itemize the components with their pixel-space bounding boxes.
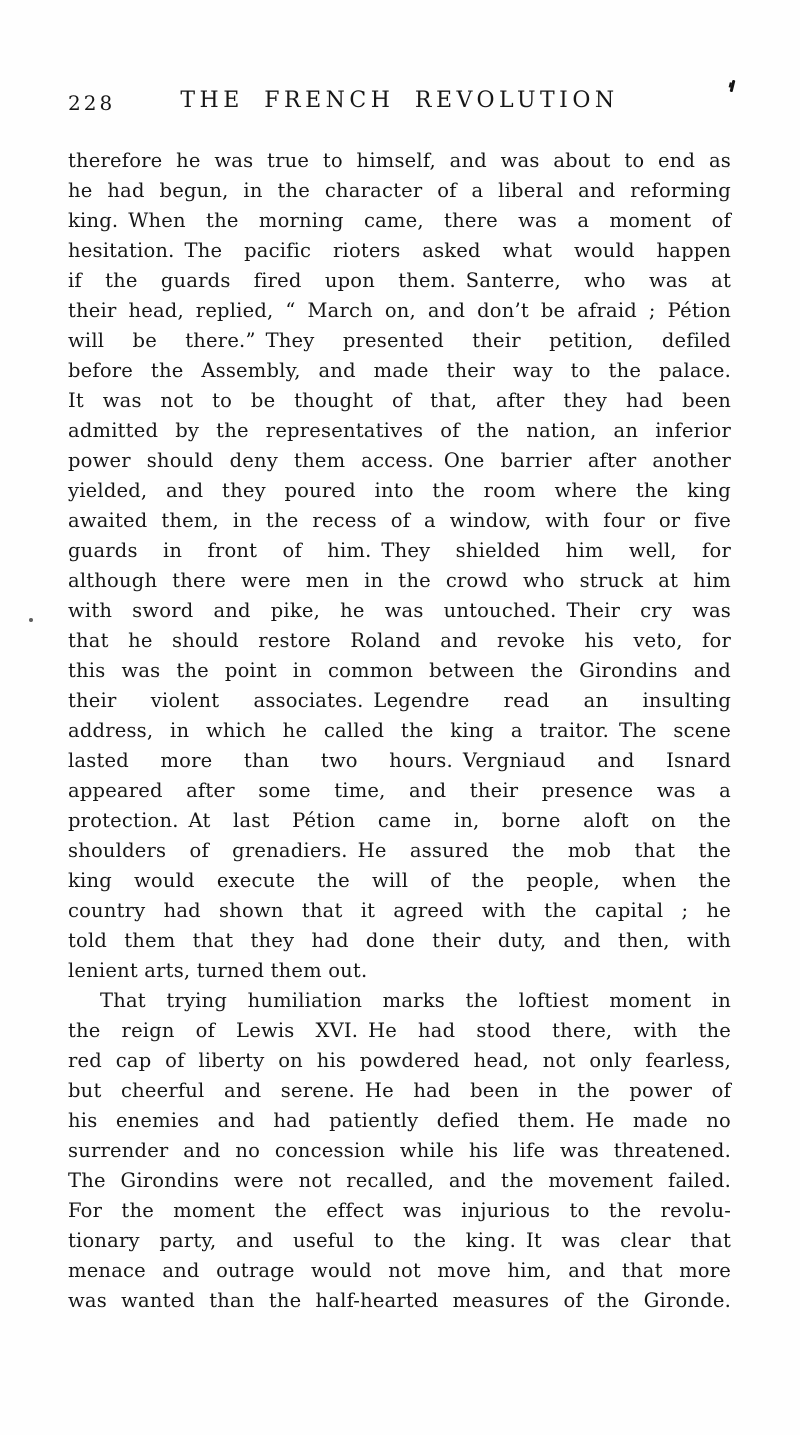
text-line: if the guards fired upon them. Santerre, who was at	[68, 269, 731, 292]
text-line: but cheerful and serene. He had been in the power of	[68, 1079, 731, 1102]
text-line: tionary party, and useful to the king. It was clear that	[68, 1229, 731, 1252]
text-line: shoulders of grenadiers. He assured the mob that the	[68, 839, 731, 862]
text-line: admitted by the representatives of the nation, an inferior	[68, 419, 731, 442]
text-line: therefore he was true to himself, and was about to end as	[68, 149, 731, 172]
ink-speck	[29, 618, 33, 622]
text-line: menace and outrage would not move him, and that more	[68, 1259, 731, 1282]
text-line: lenient arts, turned them out.	[68, 959, 368, 982]
text-line: their violent associates. Legendre read an insulting	[68, 689, 731, 712]
text-line: with sword and pike, he was untouched. Their cry was	[68, 599, 731, 622]
page-number: 228	[68, 91, 116, 115]
text-line: he had begun, in the character of a liberal and reforming	[68, 179, 731, 202]
text-line: king. When the morning came, there was a moment of	[68, 209, 731, 232]
text-line: country had shown that it agreed with the capital ; he	[68, 899, 731, 922]
text-line: his enemies and had patiently defied them. He made no	[68, 1109, 731, 1132]
text-line: this was the point in common between the Girondins and	[68, 659, 731, 682]
text-line: told them that they had done their duty, and then, with	[68, 929, 731, 952]
text-line: appeared after some time, and their presence was a	[68, 779, 731, 802]
text-line: although there were men in the crowd who struck at him	[68, 569, 731, 592]
text-line: lasted more than two hours. Vergniaud and Isnard	[68, 749, 731, 772]
text-line: That trying humiliation marks the loftiest moment in	[100, 989, 731, 1012]
text-line: yielded, and they poured into the room where the king	[68, 479, 731, 502]
text-line: guards in front of him. They shielded him well, for	[68, 539, 731, 562]
text-line: that he should restore Roland and revoke his veto, for	[68, 629, 731, 652]
text-line: It was not to be thought of that, after they had been	[68, 389, 731, 412]
page-body	[68, 146, 731, 1316]
text-line: awaited them, in the recess of a window, with four or five	[68, 509, 731, 532]
text-line: surrender and no concession while his life was threatened.	[68, 1139, 731, 1162]
text-line: hesitation. The pacific rioters asked what would happen	[68, 239, 731, 262]
text-line: their head, replied, “ March on, and don’t be afraid ; Pétion	[68, 299, 731, 322]
text-line: before the Assembly, and made their way to the palace.	[68, 359, 731, 382]
running-head: THE FRENCH REVOLUTION	[180, 88, 619, 113]
text-line: was wanted than the half-hearted measures of the Gironde.	[68, 1289, 731, 1312]
text-line: The Girondins were not recalled, and the movement failed.	[68, 1169, 731, 1192]
page-header	[68, 88, 731, 120]
text-line: the reign of Lewis XVI. He had stood there, with the	[68, 1019, 731, 1042]
text-line: address, in which he called the king a traitor. The scene	[68, 719, 731, 742]
text-line: red cap of liberty on his powdered head, not only fearless,	[68, 1049, 731, 1072]
ink-speck	[730, 80, 736, 92]
text-line: For the moment the effect was injurious to the revolu-	[68, 1199, 731, 1222]
text-line: king would execute the will of the people, when the	[68, 869, 731, 892]
text-line: will be there.” They presented their petition, defiled	[68, 329, 731, 352]
text-line: power should deny them access. One barrier after another	[68, 449, 731, 472]
text-line: protection. At last Pétion came in, borne aloft on the	[68, 809, 731, 832]
